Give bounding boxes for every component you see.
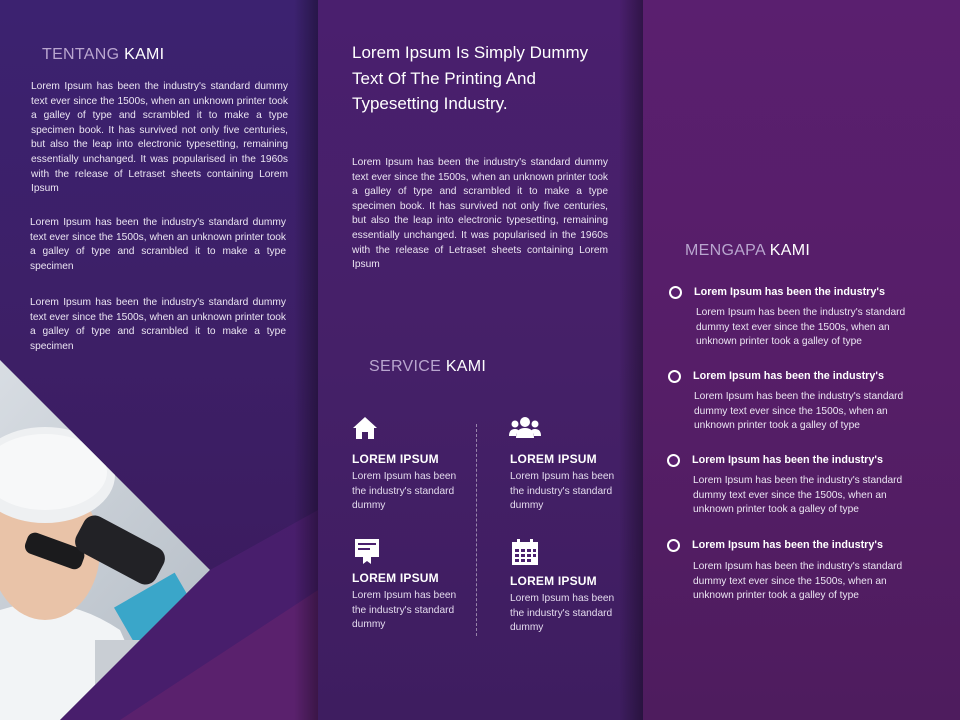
service-item-3-text: Lorem Ipsum has been the industry's standard dummy (352, 590, 457, 631)
about-paragraph-3: Lorem Ipsum has been the industry's standard dummy text ever since the 1500s, when an unknown printer took a galley of type and scrambled it to make a type specimen (30, 297, 286, 352)
bullet-icon (667, 454, 680, 467)
bullet-icon (668, 370, 681, 383)
why-item-4-text: Lorem Ipsum has been the industry's standard dummy text ever since the 1500s, when an unknown printer took a galley of type (693, 561, 903, 602)
calendar-icon (511, 538, 539, 566)
about-paragraph-1: Lorem Ipsum has been the industry's standard dummy text ever since the 1500s, when an unknown printer took a galley of type and scrambled it to make a type specimen book. It has survived not only five centuries, but also the leap into electronic typesetting, remaining essentially unchanged. It was popularised in the 1960s with the release of Letraset sheets containing Lorem Ipsum (31, 81, 288, 195)
intro-headline: Lorem Ipsum Is Simply Dummy Text Of The Printing And Typesetting Industry. (352, 43, 589, 113)
service-item-3-title: LOREM IPSUM (352, 571, 439, 585)
intro-body: Lorem Ipsum has been the industry's standard dummy text ever since the 1500s, when an unknown printer took a galley of type and scrambled it to make a type specimen book. It has survived not only five centuries, but also the leap into electronic typesetting, remaining essentially unchanged. It was popularised in the 1960s with the release of Letraset sheets containing Lorem Ipsum (352, 157, 608, 271)
fold-shadow-right (619, 0, 643, 720)
why-item-1-text: Lorem Ipsum has been the industry's standard dummy text ever since the 1500s, when an unknown printer took a galley of type (696, 307, 906, 348)
service-title: SERVICE KAMI (369, 358, 487, 375)
bullet-icon (667, 539, 680, 552)
panel-why (643, 0, 960, 720)
fold-shadow-left (294, 0, 318, 720)
service-item-1-title: LOREM IPSUM (352, 452, 439, 466)
scientist-photo (0, 360, 318, 720)
why-item-2-text: Lorem Ipsum has been the industry's standard dummy text ever since the 1500s, when an unknown printer took a galley of type (694, 391, 904, 432)
service-item-2-text: Lorem Ipsum has been the industry's standard dummy (510, 471, 615, 512)
panel-about (0, 0, 318, 720)
home-icon (351, 414, 379, 442)
why-item-1-title: Lorem Ipsum has been the industry's (694, 286, 885, 298)
why-title: MENGAPA KAMI (685, 242, 811, 259)
why-item-2-title: Lorem Ipsum has been the industry's (693, 370, 884, 382)
why-item-3-title: Lorem Ipsum has been the industry's (692, 454, 883, 466)
about-title: TENTANG KAMI (42, 46, 165, 63)
about-paragraph-2: Lorem Ipsum has been the industry's standard dummy text ever since the 1500s, when an unknown printer took a galley of type and scrambled it to make a type specimen (30, 217, 286, 272)
service-item-1-text: Lorem Ipsum has been the industry's standard dummy (352, 471, 457, 512)
why-item-3-text: Lorem Ipsum has been the industry's standard dummy text ever since the 1500s, when an unknown printer took a galley of type (693, 475, 903, 516)
service-item-4-title: LOREM IPSUM (510, 574, 597, 588)
users-icon (509, 414, 541, 442)
certificate-icon (353, 537, 381, 565)
service-item-2-title: LOREM IPSUM (510, 452, 597, 466)
bullet-icon (669, 286, 682, 299)
service-divider (476, 424, 477, 636)
why-item-4-title: Lorem Ipsum has been the industry's (692, 539, 883, 551)
service-item-4-text: Lorem Ipsum has been the industry's standard dummy (510, 593, 615, 634)
